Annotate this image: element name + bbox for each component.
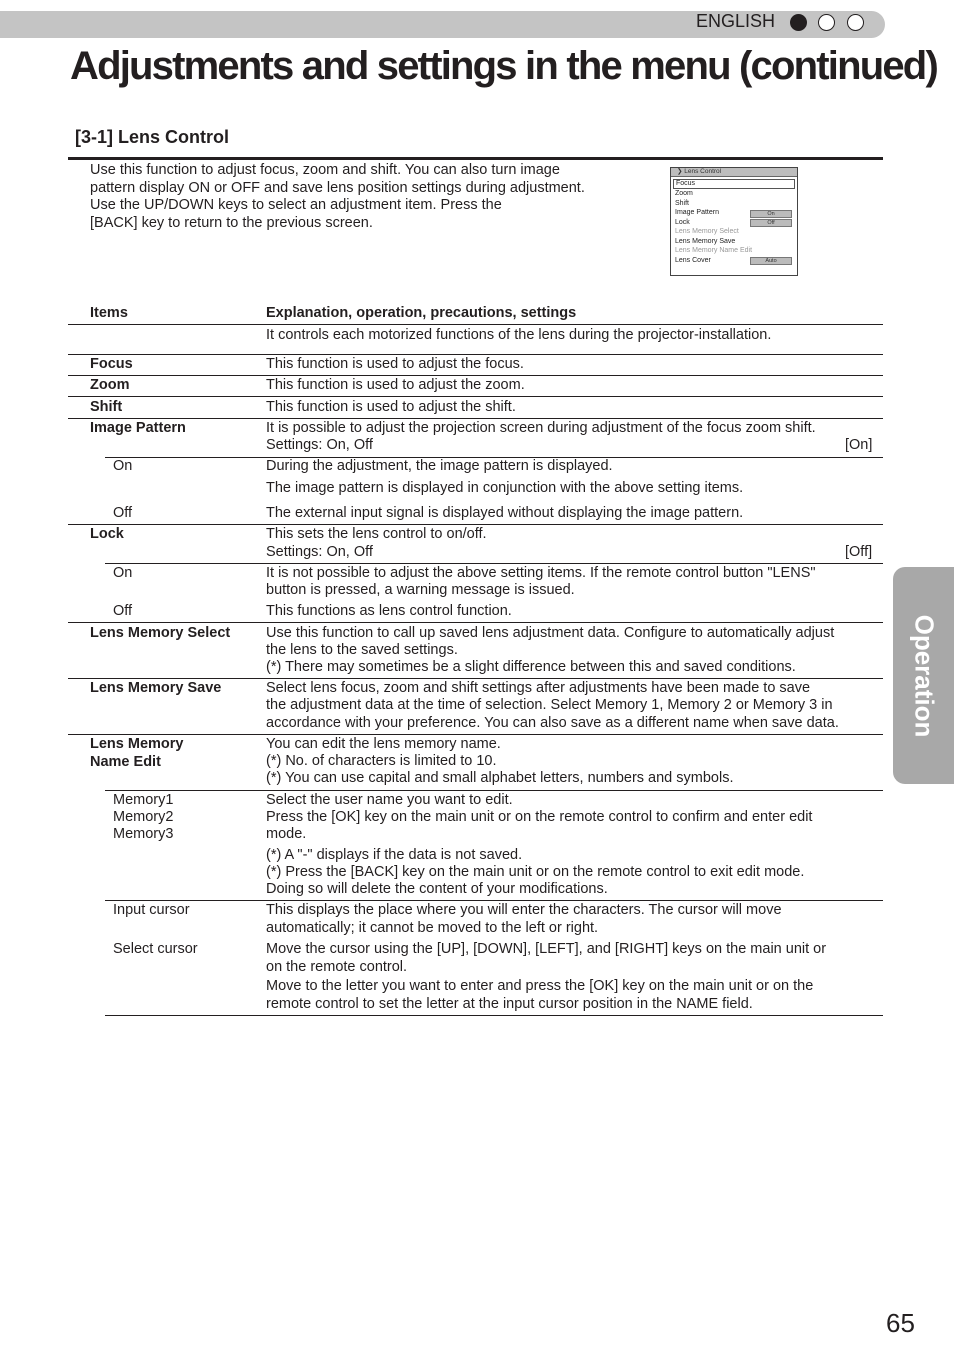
lock-off-text: This functions as lens control function. — [266, 603, 512, 619]
menu-item-shift: Shift — [675, 199, 690, 207]
input-cursor-label: Input cursor — [113, 902, 190, 918]
row-label-shift: Shift — [90, 399, 123, 415]
lens-memory-save-text: the adjustment data at the time of selection. Select Memory 1, Memory 2 or Memory 3 in — [266, 697, 833, 713]
memory-text: mode. — [266, 826, 307, 842]
lens-memory-select-text: (*) There may sometimes be a slight difference between this and saved conditions. — [266, 659, 796, 675]
lock-on-text: button is pressed, a warning message is issued. — [266, 582, 575, 598]
page-title: Adjustments and settings in the menu (continued) — [70, 44, 937, 88]
name-edit-text: (*) No. of characters is limited to 10. — [266, 753, 497, 769]
row-text-lock: This sets the lens control to on/off. — [266, 526, 487, 542]
lens-memory-select-text: the lens to the saved settings. — [266, 642, 458, 658]
input-cursor-text: automatically; it cannot be moved to the left or right. — [266, 920, 599, 936]
image-pattern-settings: Settings: On, Off — [266, 437, 373, 453]
image-pattern-on-text: During the adjustment, the image pattern is displayed. — [266, 458, 613, 474]
page-number: 65 — [886, 1308, 915, 1338]
menu-item-lens-memory-save: Lens Memory Save — [675, 237, 736, 245]
memory-text: Press the [OK] key on the main unit or on the remote control to confirm and enter edit — [266, 809, 813, 825]
menu-item-lens-memory-name-edit: Lens Memory Name Edit — [675, 247, 753, 254]
language-indicator-dot — [818, 14, 835, 31]
select-cursor-text: on the remote control. — [266, 959, 408, 975]
image-pattern-off-text: The external input signal is displayed without displaying the image pattern. — [266, 505, 744, 521]
memory-text: Select the user name you want to edit. — [266, 792, 513, 808]
row-label-lens-memory-name-edit: Name Edit — [90, 754, 161, 770]
select-cursor-text: remote control to set the letter at the input cursor position in the NAME field. — [266, 996, 753, 1012]
menu-item-image-pattern: Image Pattern On — [671, 208, 797, 218]
row-text-image-pattern: It is possible to adjust the projection screen during adjustment of the focus zoom shift. — [266, 420, 816, 436]
table-divider — [68, 622, 883, 623]
table-bottom-rule — [105, 1015, 883, 1016]
memory-label: Memory2 — [113, 809, 174, 825]
language-indicator-dot-filled — [790, 14, 807, 31]
lens-memory-save-text: Select lens focus, zoom and shift settings after adjustments have been made to save — [266, 680, 811, 696]
row-label-lens-memory-name-edit: Lens Memory — [90, 736, 184, 752]
image-pattern-off-label: Off — [113, 505, 133, 521]
operation-side-tab: Operation — [893, 567, 954, 784]
row-label-focus: Focus — [90, 356, 133, 372]
select-cursor-text: Move the cursor using the [UP], [DOWN], [LEFT], and [RIGHT] keys on the main unit or — [266, 941, 827, 957]
lens-memory-save-text: accordance with your preference. You can also save as a different name when save data. — [266, 715, 839, 731]
menu-value: On — [750, 210, 792, 218]
input-cursor-text: This displays the place where you will enter the characters. The cursor will move — [266, 902, 782, 918]
lock-on-label: On — [113, 565, 133, 581]
lens-memory-select-text: Use this function to call up saved lens adjustment data. Configure to automatically adjust — [266, 625, 835, 641]
row-label-lens-memory-select: Lens Memory Select — [90, 625, 231, 641]
menu-title: ❯ Lens Control — [671, 168, 797, 177]
image-pattern-on-label: On — [113, 458, 133, 474]
menu-value: Off — [750, 219, 792, 227]
menu-item-lock: Lock Off — [671, 218, 797, 228]
select-cursor-text: Move to the letter you want to enter and press the [OK] key on the main unit or on the — [266, 978, 814, 994]
table-intro-row: It controls each motorized functions of the lens during the projector-installation. — [266, 327, 772, 343]
name-edit-text: You can edit the lens memory name. — [266, 736, 501, 752]
row-label-lens-memory-save: Lens Memory Save — [90, 680, 222, 696]
intro-line: Use the UP/DOWN keys to select an adjustment item. Press the — [90, 197, 502, 213]
lock-default: [Off] — [845, 544, 873, 560]
menu-item-focus: Focus — [673, 179, 795, 189]
section-title: [3-1] Lens Control — [75, 127, 230, 147]
column-header-explanation: Explanation, operation, precautions, settings — [266, 305, 577, 321]
memory-text: (*) Press the [BACK] key on the main unit or on the remote control to exit edit mode. — [266, 864, 805, 880]
section-divider — [68, 157, 883, 160]
row-text-focus: This function is used to adjust the focus. — [266, 356, 524, 372]
column-header-items: Items — [90, 305, 128, 321]
image-pattern-default: [On] — [845, 437, 873, 453]
row-label-zoom: Zoom — [90, 377, 130, 393]
select-cursor-label: Select cursor — [113, 941, 198, 957]
lens-control-menu-screenshot — [670, 167, 798, 276]
row-label-lock: Lock — [90, 526, 124, 542]
lock-settings: Settings: On, Off — [266, 544, 373, 560]
row-label-image-pattern: Image Pattern — [90, 420, 186, 436]
menu-value: Auto — [750, 257, 792, 265]
row-text-shift: This function is used to adjust the shift. — [266, 399, 516, 415]
menu-item-lens-memory-select: Lens Memory Select — [675, 228, 739, 235]
language-indicator-dot — [847, 14, 864, 31]
intro-line: [BACK] key to return to the previous screen. — [90, 214, 373, 231]
lock-off-label: Off — [113, 603, 133, 619]
memory-text: Doing so will delete the content of your modifications. — [266, 881, 608, 897]
lock-on-text: It is not possible to adjust the above setting items. If the remote control button "LENS" — [266, 565, 816, 581]
memory-label: Memory1 — [113, 792, 174, 808]
language-label: ENGLISH — [696, 11, 776, 31]
menu-item-lens-cover: Lens Cover Auto — [671, 256, 797, 266]
section-intro — [90, 162, 630, 232]
image-pattern-on-text: The image pattern is displayed in conjunction with the above setting items. — [266, 480, 744, 496]
intro-line: Use this function to adjust focus, zoom and shift. You can also turn image — [90, 162, 560, 178]
memory-label: Memory3 — [113, 826, 174, 842]
table-divider — [68, 396, 883, 397]
row-text-zoom: This function is used to adjust the zoom. — [266, 377, 525, 393]
intro-line: pattern display ON or OFF and save lens position settings during adjustment. — [90, 179, 585, 196]
table-divider — [68, 324, 883, 325]
name-edit-text: (*) You can use capital and small alphabet letters, numbers and symbols. — [266, 770, 734, 786]
memory-text: (*) A "-" displays if the data is not saved. — [266, 847, 523, 863]
menu-item-zoom: Zoom — [675, 190, 693, 197]
